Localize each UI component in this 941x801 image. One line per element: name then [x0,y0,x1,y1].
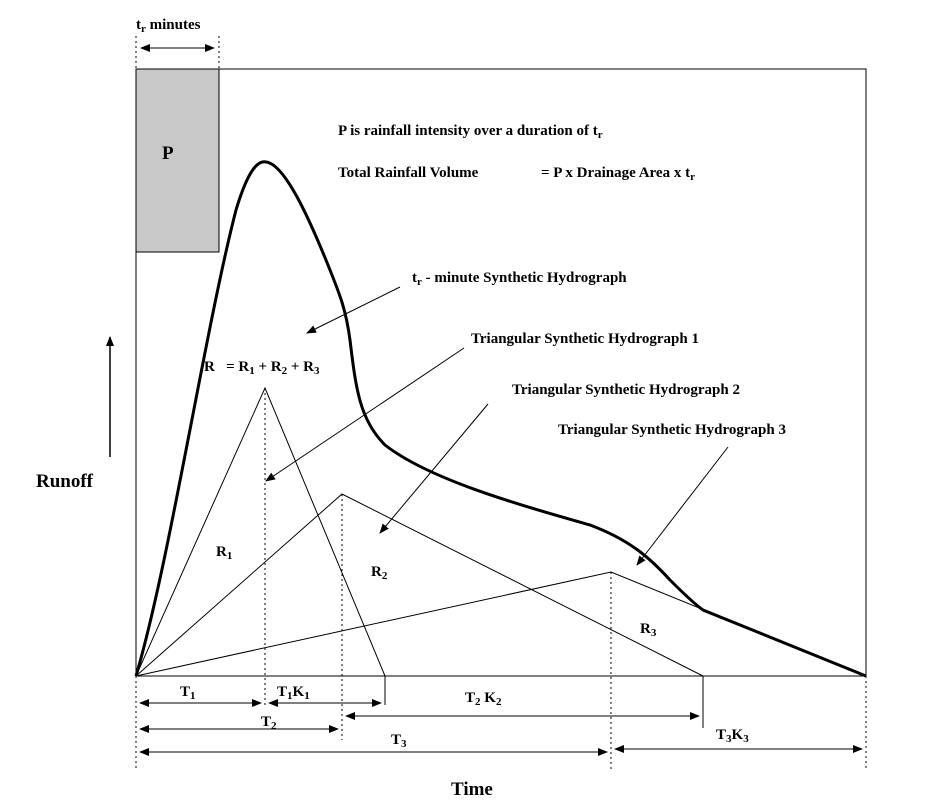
region-r1: $R_1$ [216,544,233,562]
runoff-equation: $R = R_1 + R_2 + R_3$ [204,359,320,377]
dim-t2k2-label: $T_2$ $K_2$ [465,690,502,708]
x-axis-label: Time [451,779,493,800]
volume-label: Total Rainfall Volume [338,165,479,181]
duration-label: $t_r$ minutes [136,17,201,35]
triangular-hydrograph-1 [136,388,385,676]
region-r2: $R_2$ [371,564,388,582]
dim-t3-label: $T_3$ [391,732,407,750]
region-r3: $R_3$ [640,621,657,639]
dim-t3k3-label: $T_3K_3$ [716,727,749,745]
label-synthetic-hydrograph: $t_r$ - minute Synthetic Hydrograph [412,270,627,288]
label-triangular-3: Triangular Synthetic Hydrograph 3 [558,422,786,438]
arrow-synthetic [307,287,400,333]
triangular-hydrograph-2 [136,494,703,676]
synthetic-hydrograph-curve [136,162,866,676]
y-axis-label: Runoff [36,471,94,492]
rainfall-block [136,69,219,252]
dim-t2-label: $T_2$ [261,714,277,732]
dim-t1k1-label: $T_1K_1$ [277,684,310,702]
arrow-tri3 [637,447,728,565]
label-triangular-1: Triangular Synthetic Hydrograph 1 [471,331,699,347]
label-triangular-2: Triangular Synthetic Hydrograph 2 [512,382,740,398]
intensity-text: P is rainfall intensity over a duration of $t_r$ [338,123,603,141]
rainfall-block-label: P [162,143,174,164]
volume-equation: = P x Drainage Area x $t_r$ [541,165,695,183]
arrow-tri2 [380,404,488,533]
triangular-hydrograph-3 [136,572,866,676]
dim-t1-label: $T_1$ [180,684,196,702]
